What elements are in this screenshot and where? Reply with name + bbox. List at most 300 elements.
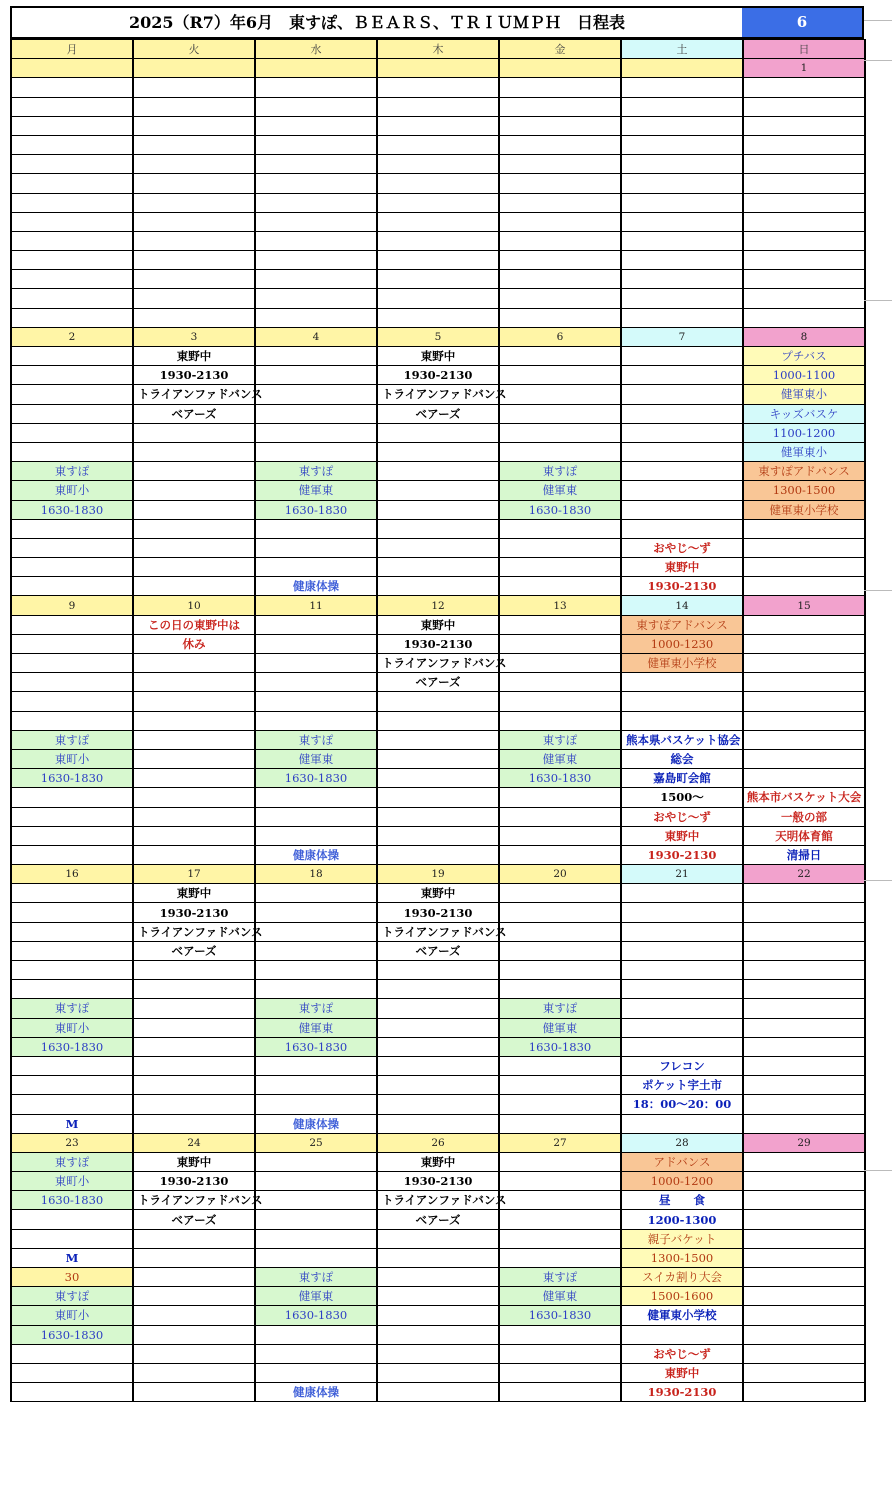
date-cell-20[interactable]: 20: [499, 865, 621, 884]
cell[interactable]: [743, 1210, 865, 1229]
event-team[interactable]: 東すぽ: [11, 999, 133, 1018]
cell[interactable]: [621, 404, 743, 423]
cell[interactable]: [377, 1037, 499, 1056]
cell[interactable]: [743, 308, 865, 327]
cell[interactable]: [377, 961, 499, 980]
cell[interactable]: [621, 941, 743, 960]
cell[interactable]: [743, 1306, 865, 1325]
cell[interactable]: [621, 1018, 743, 1037]
cell[interactable]: [255, 692, 377, 711]
event-team[interactable]: 東すぽ: [255, 730, 377, 749]
cell[interactable]: [255, 1076, 377, 1095]
event-name[interactable]: 東すぽアドバンス: [621, 615, 743, 634]
event-location[interactable]: 東野中: [377, 615, 499, 634]
date-cell-19[interactable]: 19: [377, 865, 499, 884]
cell[interactable]: [743, 1344, 865, 1363]
event-team[interactable]: 東すぽ: [255, 1268, 377, 1287]
cell[interactable]: [499, 78, 621, 97]
cell[interactable]: [743, 749, 865, 768]
cell[interactable]: [743, 884, 865, 903]
cell[interactable]: [377, 1095, 499, 1114]
notice-text[interactable]: 休み: [133, 634, 255, 653]
event-time[interactable]: 1630-1830: [255, 1037, 377, 1056]
cell[interactable]: [743, 1152, 865, 1171]
cell[interactable]: [499, 980, 621, 999]
cell[interactable]: [133, 654, 255, 673]
cell[interactable]: [377, 174, 499, 193]
cell[interactable]: [255, 1248, 377, 1267]
date-cell-24[interactable]: 24: [133, 1133, 255, 1152]
event-location[interactable]: 東野中: [377, 884, 499, 903]
cell[interactable]: [255, 1363, 377, 1382]
cell[interactable]: [377, 980, 499, 999]
event-name[interactable]: 清掃日: [743, 845, 865, 864]
cell[interactable]: [499, 231, 621, 250]
cell[interactable]: [11, 155, 133, 174]
cell[interactable]: [377, 1056, 499, 1075]
notice-text[interactable]: この日の東野中は: [133, 615, 255, 634]
event-time[interactable]: 1630-1830: [499, 500, 621, 519]
cell[interactable]: [377, 78, 499, 97]
cell[interactable]: [11, 519, 133, 538]
cell[interactable]: [377, 442, 499, 461]
cell[interactable]: [621, 519, 743, 538]
event-time[interactable]: 1630-1830: [499, 769, 621, 788]
cell[interactable]: [11, 404, 133, 423]
event-location[interactable]: 健軍東: [499, 481, 621, 500]
cell[interactable]: [133, 577, 255, 596]
event-location[interactable]: 健軍東: [499, 1287, 621, 1306]
cell[interactable]: [499, 212, 621, 231]
event-name[interactable]: 総会: [621, 749, 743, 768]
cell[interactable]: [11, 308, 133, 327]
cell[interactable]: [621, 481, 743, 500]
cell[interactable]: [621, 673, 743, 692]
cell[interactable]: [377, 135, 499, 154]
cell[interactable]: [621, 193, 743, 212]
cell[interactable]: [621, 270, 743, 289]
cell[interactable]: [133, 711, 255, 730]
cell[interactable]: [11, 922, 133, 941]
cell[interactable]: [133, 1056, 255, 1075]
cell[interactable]: [377, 807, 499, 826]
cell[interactable]: [377, 423, 499, 442]
cell[interactable]: [255, 1172, 377, 1191]
event-name[interactable]: 一般の部: [743, 807, 865, 826]
event-time[interactable]: 1630-1830: [255, 1306, 377, 1325]
event-name[interactable]: 健康体操: [255, 1383, 377, 1402]
cell[interactable]: [377, 1287, 499, 1306]
event-location[interactable]: 健軍東: [499, 749, 621, 768]
cell[interactable]: [377, 999, 499, 1018]
cell[interactable]: [133, 826, 255, 845]
cell[interactable]: [499, 1363, 621, 1382]
cell[interactable]: [743, 769, 865, 788]
cell[interactable]: [621, 692, 743, 711]
cell[interactable]: [133, 231, 255, 250]
cell[interactable]: [499, 692, 621, 711]
cell[interactable]: [743, 135, 865, 154]
cell[interactable]: [743, 999, 865, 1018]
cell[interactable]: [133, 1363, 255, 1382]
cell[interactable]: [133, 1076, 255, 1095]
date-cell[interactable]: [499, 59, 621, 78]
cell[interactable]: [743, 1287, 865, 1306]
event-time[interactable]: 1930-2130: [377, 634, 499, 653]
event-time[interactable]: 1930-2130: [377, 903, 499, 922]
event-team[interactable]: 東すぽ: [499, 730, 621, 749]
cell[interactable]: [255, 289, 377, 308]
cell[interactable]: [499, 135, 621, 154]
cell[interactable]: [11, 1210, 133, 1229]
cell[interactable]: [499, 903, 621, 922]
cell[interactable]: [133, 193, 255, 212]
cell[interactable]: [11, 1344, 133, 1363]
cell[interactable]: [377, 97, 499, 116]
date-cell-5[interactable]: 5: [377, 327, 499, 346]
cell[interactable]: [11, 634, 133, 653]
event-time[interactable]: 1500-1600: [621, 1287, 743, 1306]
cell[interactable]: [133, 1095, 255, 1114]
cell[interactable]: [499, 1095, 621, 1114]
cell[interactable]: [11, 1095, 133, 1114]
date-cell-9[interactable]: 9: [11, 596, 133, 615]
event-time[interactable]: 1000-1100: [743, 366, 865, 385]
cell[interactable]: [255, 826, 377, 845]
event-team-cell[interactable]: [133, 385, 263, 404]
cell[interactable]: [11, 231, 133, 250]
cell[interactable]: [621, 308, 743, 327]
event-team-cell[interactable]: [377, 385, 507, 404]
event-location[interactable]: 東野中: [377, 1152, 499, 1171]
cell[interactable]: [499, 807, 621, 826]
event-location[interactable]: 東町小: [11, 1172, 133, 1191]
cell[interactable]: [743, 922, 865, 941]
cell[interactable]: [377, 1325, 499, 1344]
cell[interactable]: [255, 442, 377, 461]
event-time[interactable]: 1200-1300: [621, 1210, 743, 1229]
cell[interactable]: [743, 1095, 865, 1114]
cell[interactable]: [255, 1152, 377, 1171]
event-name[interactable]: 熊本市バスケット大会: [743, 788, 865, 807]
event-team[interactable]: ベアーズ: [377, 673, 499, 692]
date-cell-8[interactable]: 8: [743, 327, 865, 346]
cell[interactable]: [11, 212, 133, 231]
cell[interactable]: [255, 155, 377, 174]
date-cell-25[interactable]: 25: [255, 1133, 377, 1152]
event-team[interactable]: ベアーズ: [133, 1210, 255, 1229]
cell[interactable]: [743, 538, 865, 557]
cell[interactable]: [133, 423, 255, 442]
cell[interactable]: [621, 347, 743, 366]
cell[interactable]: [133, 1268, 255, 1287]
event-time[interactable]: 1100-1200: [743, 423, 865, 442]
event-team[interactable]: 東すぽ: [255, 462, 377, 481]
cell[interactable]: [499, 634, 621, 653]
cell[interactable]: [621, 1325, 743, 1344]
cell[interactable]: [621, 251, 743, 270]
cell[interactable]: [133, 692, 255, 711]
event-marker[interactable]: M: [11, 1248, 133, 1267]
date-cell-29[interactable]: 29: [743, 1133, 865, 1152]
cell[interactable]: [133, 97, 255, 116]
cell[interactable]: [743, 558, 865, 577]
cell[interactable]: [621, 980, 743, 999]
event-location[interactable]: 健軍東小: [743, 385, 865, 404]
cell[interactable]: [621, 1114, 743, 1133]
cell[interactable]: [11, 654, 133, 673]
event-location[interactable]: 東野中: [621, 1363, 743, 1382]
cell[interactable]: [255, 673, 377, 692]
cell[interactable]: [255, 654, 377, 673]
date-cell[interactable]: [133, 59, 255, 78]
cell[interactable]: [743, 1037, 865, 1056]
event-team[interactable]: 東すぽ: [11, 1152, 133, 1171]
cell[interactable]: [621, 289, 743, 308]
cell[interactable]: [377, 193, 499, 212]
event-location[interactable]: 東野中: [133, 884, 255, 903]
cell[interactable]: [499, 558, 621, 577]
cell[interactable]: [499, 1325, 621, 1344]
cell[interactable]: [377, 692, 499, 711]
cell[interactable]: [743, 692, 865, 711]
cell[interactable]: [133, 1037, 255, 1056]
cell[interactable]: [621, 78, 743, 97]
date-cell-17[interactable]: 17: [133, 865, 255, 884]
cell[interactable]: [133, 1344, 255, 1363]
cell[interactable]: [499, 1191, 621, 1210]
cell[interactable]: [499, 1210, 621, 1229]
event-time[interactable]: 1930-2130: [133, 1172, 255, 1191]
date-cell-3[interactable]: 3: [133, 327, 255, 346]
event-location[interactable]: 東町小: [11, 1306, 133, 1325]
date-cell-18[interactable]: 18: [255, 865, 377, 884]
event-time[interactable]: 1930-2130: [621, 845, 743, 864]
cell[interactable]: [499, 174, 621, 193]
cell[interactable]: [377, 308, 499, 327]
cell[interactable]: [499, 1056, 621, 1075]
cell[interactable]: [621, 711, 743, 730]
event-time[interactable]: 1300-1500: [743, 481, 865, 500]
cell[interactable]: [255, 1210, 377, 1229]
event-name-cell[interactable]: [621, 730, 743, 749]
event-location[interactable]: 健軍東: [499, 1018, 621, 1037]
cell[interactable]: [255, 366, 377, 385]
cell[interactable]: [377, 500, 499, 519]
cell[interactable]: [133, 251, 255, 270]
cell[interactable]: [255, 1191, 377, 1210]
cell[interactable]: [133, 961, 255, 980]
date-cell-1[interactable]: 1: [743, 59, 865, 78]
cell[interactable]: [743, 980, 865, 999]
cell[interactable]: [743, 78, 865, 97]
event-location[interactable]: 健軍東小学校: [621, 654, 743, 673]
event-time[interactable]: 1000-1230: [621, 634, 743, 653]
cell[interactable]: [11, 135, 133, 154]
event-team[interactable]: 東すぽ: [499, 462, 621, 481]
cell[interactable]: [377, 1248, 499, 1267]
event-location[interactable]: ポケット宇土市: [621, 1076, 743, 1095]
cell[interactable]: [11, 903, 133, 922]
cell[interactable]: [499, 673, 621, 692]
cell[interactable]: [743, 1248, 865, 1267]
cell[interactable]: [255, 193, 377, 212]
cell[interactable]: [743, 289, 865, 308]
cell[interactable]: [255, 961, 377, 980]
date-cell[interactable]: [255, 59, 377, 78]
event-time[interactable]: 1630-1830: [499, 1037, 621, 1056]
cell[interactable]: [499, 251, 621, 270]
date-cell-4[interactable]: 4: [255, 327, 377, 346]
cell[interactable]: [377, 1344, 499, 1363]
event-team-cell[interactable]: [377, 1191, 507, 1210]
cell[interactable]: [133, 442, 255, 461]
cell[interactable]: [377, 711, 499, 730]
cell[interactable]: [11, 1363, 133, 1382]
cell[interactable]: [255, 922, 377, 941]
cell[interactable]: [377, 1383, 499, 1402]
cell[interactable]: [255, 1095, 377, 1114]
event-team[interactable]: おやじ～ず: [621, 538, 743, 557]
cell[interactable]: [499, 1248, 621, 1267]
date-cell-30[interactable]: 30: [11, 1268, 133, 1287]
cell[interactable]: [255, 1229, 377, 1248]
cell[interactable]: [11, 366, 133, 385]
event-location[interactable]: 東町小: [11, 481, 133, 500]
cell[interactable]: [743, 654, 865, 673]
event-time[interactable]: 1930-2130: [377, 366, 499, 385]
cell[interactable]: [133, 1383, 255, 1402]
cell[interactable]: [377, 1306, 499, 1325]
cell[interactable]: [499, 289, 621, 308]
cell[interactable]: [377, 538, 499, 557]
cell[interactable]: [133, 673, 255, 692]
cell[interactable]: [743, 577, 865, 596]
cell[interactable]: [133, 1114, 255, 1133]
cell[interactable]: [11, 826, 133, 845]
cell[interactable]: [743, 941, 865, 960]
cell[interactable]: [499, 538, 621, 557]
event-location[interactable]: 健軍東: [255, 1018, 377, 1037]
cell[interactable]: [255, 634, 377, 653]
cell[interactable]: [499, 711, 621, 730]
cell[interactable]: [255, 347, 377, 366]
cell[interactable]: [133, 1306, 255, 1325]
cell[interactable]: [255, 558, 377, 577]
date-cell-15[interactable]: 15: [743, 596, 865, 615]
cell[interactable]: [743, 1363, 865, 1382]
cell[interactable]: [377, 558, 499, 577]
event-name[interactable]: キッズバスケ: [743, 404, 865, 423]
cell[interactable]: [133, 519, 255, 538]
cell[interactable]: [499, 519, 621, 538]
date-cell-22[interactable]: 22: [743, 865, 865, 884]
cell[interactable]: [621, 500, 743, 519]
cell[interactable]: [377, 1268, 499, 1287]
cell[interactable]: [11, 1076, 133, 1095]
cell[interactable]: [377, 1076, 499, 1095]
cell[interactable]: [11, 385, 133, 404]
cell[interactable]: [743, 174, 865, 193]
event-team[interactable]: おやじ～ず: [621, 1344, 743, 1363]
cell[interactable]: [11, 577, 133, 596]
cell[interactable]: [133, 135, 255, 154]
cell[interactable]: [133, 538, 255, 557]
cell[interactable]: [255, 788, 377, 807]
cell[interactable]: [621, 174, 743, 193]
cell[interactable]: [621, 1037, 743, 1056]
event-team-cell[interactable]: [377, 922, 507, 941]
cell[interactable]: [11, 692, 133, 711]
event-team[interactable]: おやじ～ず: [621, 807, 743, 826]
cell[interactable]: [621, 462, 743, 481]
date-cell-13[interactable]: 13: [499, 596, 621, 615]
cell[interactable]: [499, 1152, 621, 1171]
cell[interactable]: [377, 826, 499, 845]
cell[interactable]: [621, 423, 743, 442]
event-location[interactable]: 東野中: [133, 1152, 255, 1171]
cell[interactable]: [11, 270, 133, 289]
event-location[interactable]: 健軍東小学校: [621, 1306, 743, 1325]
cell[interactable]: [743, 961, 865, 980]
cell[interactable]: [743, 1325, 865, 1344]
cell[interactable]: [499, 615, 621, 634]
cell[interactable]: [377, 462, 499, 481]
cell[interactable]: [377, 749, 499, 768]
event-time[interactable]: 1930-2130: [377, 1172, 499, 1191]
cell[interactable]: [377, 212, 499, 231]
cell[interactable]: [11, 884, 133, 903]
cell[interactable]: [133, 1248, 255, 1267]
cell[interactable]: [255, 212, 377, 231]
event-team[interactable]: 東すぽ: [11, 730, 133, 749]
event-time[interactable]: 1630-1830: [255, 769, 377, 788]
cell[interactable]: [377, 270, 499, 289]
event-team[interactable]: 東すぽ: [11, 1287, 133, 1306]
cell[interactable]: [133, 308, 255, 327]
cell[interactable]: [133, 289, 255, 308]
cell[interactable]: [133, 174, 255, 193]
cell[interactable]: [621, 231, 743, 250]
cell[interactable]: [255, 231, 377, 250]
cell[interactable]: [255, 251, 377, 270]
cell[interactable]: [621, 442, 743, 461]
cell[interactable]: [499, 404, 621, 423]
cell[interactable]: [255, 1325, 377, 1344]
event-location[interactable]: 東野中: [621, 558, 743, 577]
event-time[interactable]: 18：00～20：00: [621, 1095, 743, 1114]
cell[interactable]: [255, 270, 377, 289]
cell[interactable]: [499, 116, 621, 135]
cell[interactable]: [11, 558, 133, 577]
cell[interactable]: [255, 385, 377, 404]
cell[interactable]: [133, 769, 255, 788]
cell[interactable]: [133, 730, 255, 749]
cell[interactable]: [743, 1191, 865, 1210]
cell[interactable]: [743, 1076, 865, 1095]
cell[interactable]: [621, 116, 743, 135]
event-team[interactable]: ベアーズ: [377, 404, 499, 423]
cell[interactable]: [499, 366, 621, 385]
cell[interactable]: [255, 538, 377, 557]
event-name[interactable]: 親子バケット: [621, 1229, 743, 1248]
cell[interactable]: [133, 807, 255, 826]
cell[interactable]: [499, 1076, 621, 1095]
cell[interactable]: [621, 961, 743, 980]
cell[interactable]: [11, 1229, 133, 1248]
event-time[interactable]: 1000-1200: [621, 1172, 743, 1191]
event-team[interactable]: ベアーズ: [133, 404, 255, 423]
